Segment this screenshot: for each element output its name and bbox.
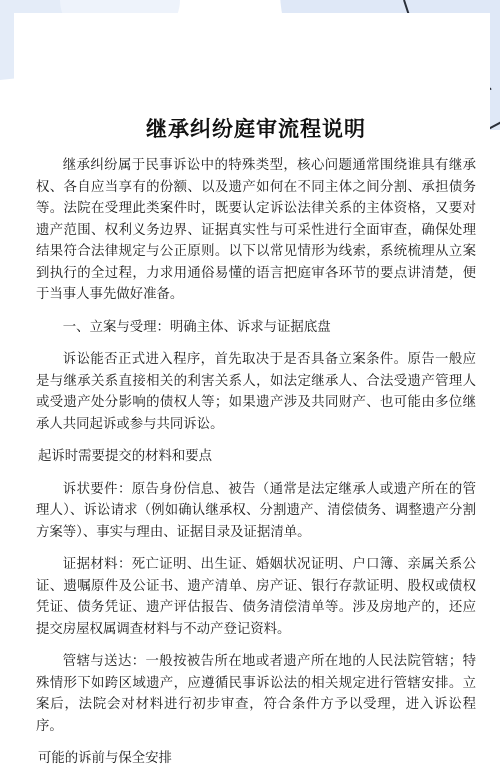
document-page xyxy=(14,13,490,766)
intro-paragraph: 继承纠纷属于民事诉讼中的特殊类型，核心问题通常围绕谁具有继承权、各自应当享有的份额、以及遗产如何在不同主体之间分割、承担债务等。法院在受理此类案件时，既要认定诉讼法律关系的主体资格，又要对遗产范围、权利义务边界、证据真实性与可采性进行全面审查，确保处理结果符合法律规定与公正原则。以下以常见情形为线索，系统梳理从立案到执行的全过程，力求用通俗易懂的语言把庭审各环节的要点讲清楚，便于当事人事先做好准备。 xyxy=(36,158,476,302)
document-body xyxy=(36,113,476,770)
evidence-materials-paragraph: 证据材料：死亡证明、出生证、婚姻状况证明、户口簿、亲属关系公证、遗嘱原件及公证书、遗产清单、房产证、银行存款证明、股权或债权凭证、债务凭证、遗产评估报告、债务清偿清单等。涉及房地产的，还应提交房屋权属调查材料与不动产登记资料。 xyxy=(36,557,476,637)
complaint-requirements-paragraph: 诉状要件：原告身份信息、被告（通常是法定继承人或遗产所在的管理人）、诉讼请求（例如确认继承权、分割遗产、清偿债务、调整遗产分割方案等）、事实与理由、证据目录及证据清单。 xyxy=(36,481,476,540)
subheading: 起诉时需要提交的材料和要点 xyxy=(38,449,213,464)
section-paragraph: 诉讼能否正式进入程序，首先取决于是否具备立案条件。原告一般应是与继承关系直接相关的利害关系人，如法定继承人、合法受遗产管理人或受遗产处分影响的债权人等；如果遗产涉及共同财产、也可能由多位继承人共同起诉或参与共同诉讼。 xyxy=(36,352,476,432)
subheading: 可能的诉前与保全安排 xyxy=(38,751,172,766)
document-title: 继承纠纷庭审流程说明 xyxy=(146,116,366,141)
section-heading: 一、立案与受理：明确主体、诉求与证据底盘 xyxy=(62,319,331,335)
jurisdiction-paragraph: 管辖与送达：一般按被告所在地或者遗产所在地的人民法院管辖；特殊情形下如跨区域遗产，应遵循民事诉讼法的相关规定进行管辖安排。立案后，法院会对材料进行初步审查，符合条件方予以受理，进入诉讼程序。 xyxy=(36,654,476,734)
